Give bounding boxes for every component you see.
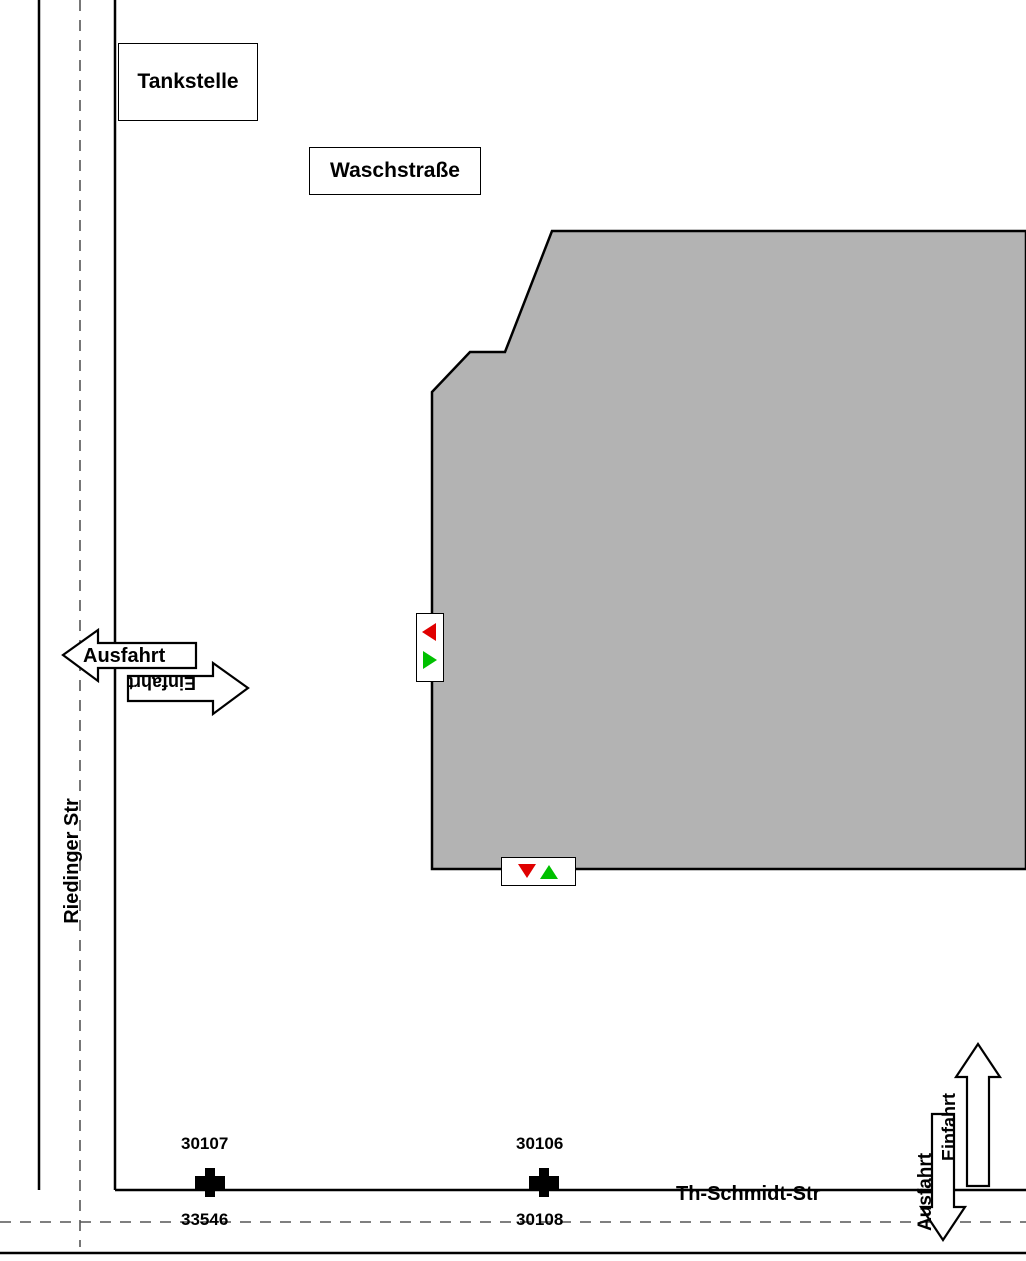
triangle-left-icon [422, 623, 436, 641]
access-label-west-exit: Ausfahrt [83, 645, 166, 667]
node-label-30106: 30106 [516, 1134, 564, 1153]
street-label-riedinger-str: Riedinger Str [61, 798, 83, 924]
street-label-th-schmidt-str: Th-Schmidt-Str [676, 1183, 821, 1205]
building-label-tankstelle: Tankstelle [118, 43, 258, 121]
building-label-waschstrasse: Waschstraße [309, 147, 481, 195]
access-label-west-entry: Einfahrt [128, 673, 197, 693]
node-label-33546: 33546 [181, 1210, 229, 1229]
access-label-south-exit: Ausfahrt [915, 1152, 936, 1231]
triangle-up-icon [540, 865, 558, 879]
signal-south [501, 857, 576, 886]
access-label-south-entry: Einfahrt [939, 1092, 959, 1161]
node-label-30107: 30107 [181, 1134, 229, 1153]
detector-30107 [195, 1168, 225, 1197]
triangle-down-icon [518, 864, 536, 878]
detector-30106 [529, 1168, 559, 1197]
signal-west [416, 613, 444, 682]
node-label-30108: 30108 [516, 1210, 564, 1229]
triangle-right-icon [423, 651, 437, 669]
building-footprint [432, 231, 1026, 869]
